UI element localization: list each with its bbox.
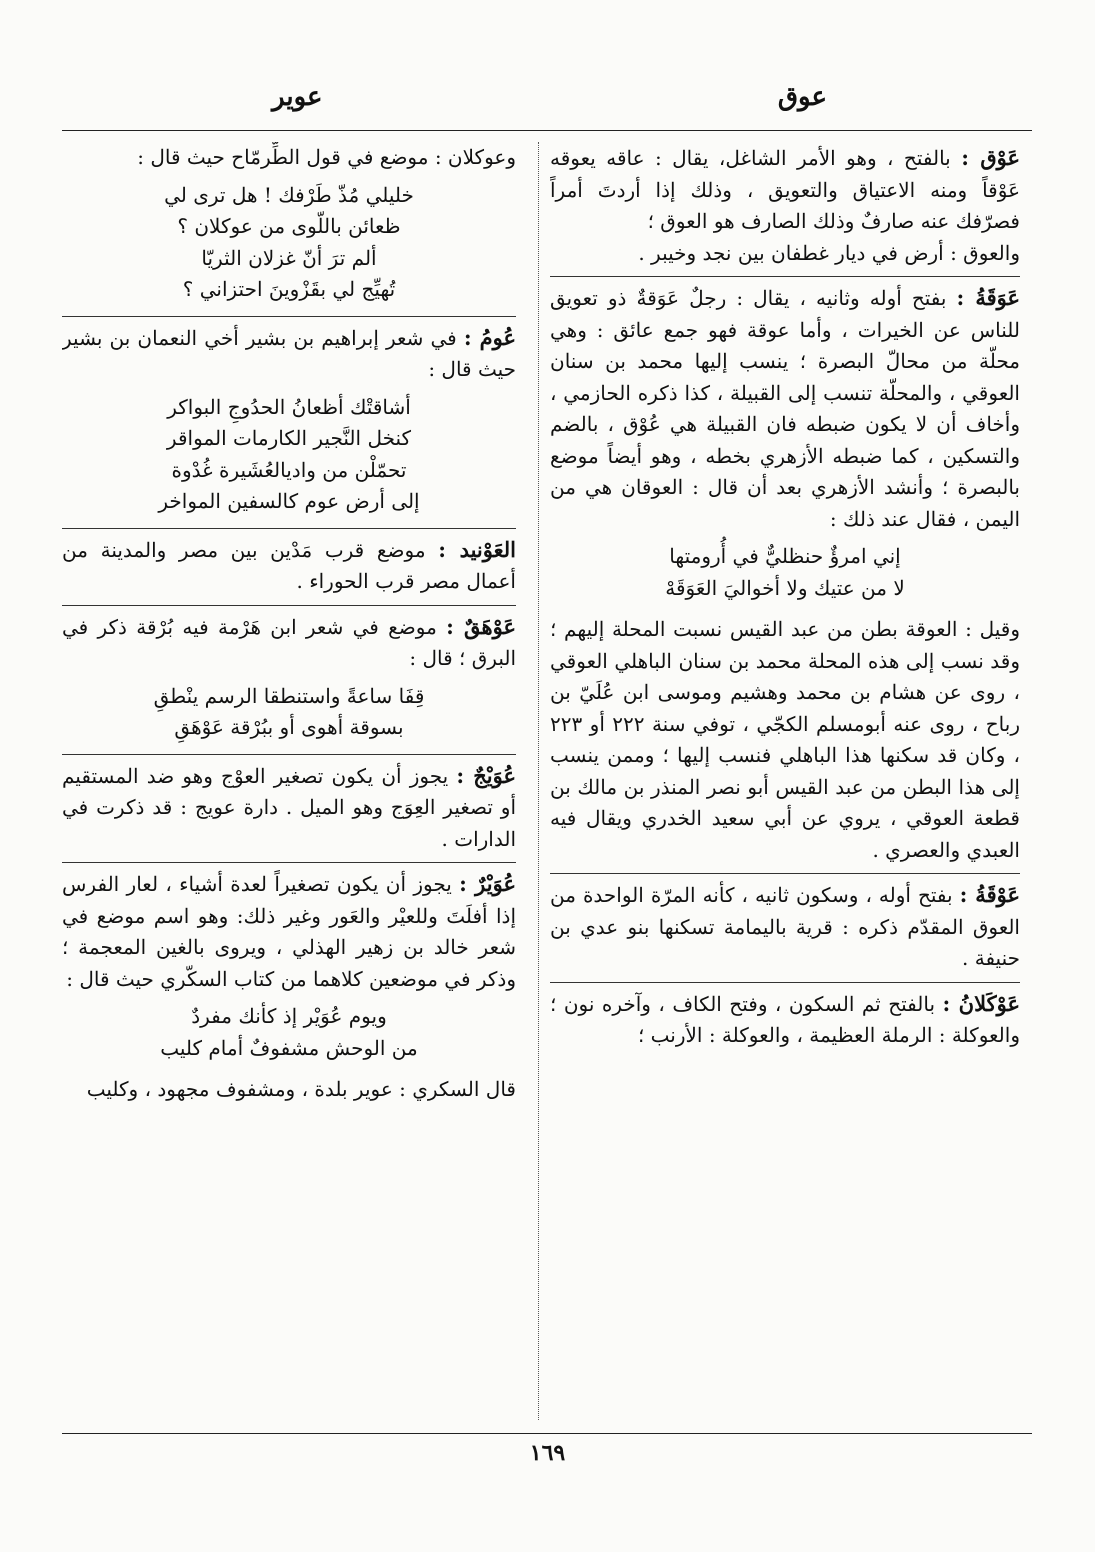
- headword: عَوَقَةُ :: [956, 285, 1020, 310]
- poem: [62, 1001, 516, 1064]
- entry-awm: [62, 316, 516, 518]
- headword: عَوْهَقٌ :: [446, 613, 516, 639]
- headword: عُوَيْجٌ :: [456, 762, 516, 788]
- poem-verse: بسوقة أهوى أو ببُرْقة عَوْهَقِ: [174, 715, 404, 739]
- column-divider: [538, 142, 539, 1420]
- entry-text: وعوكلان : موضع في قول الطِّرمّاح حيث قال :: [137, 145, 516, 169]
- left-column: [62, 142, 516, 1422]
- poem-verse: تُهيِّج لي بقَزْوينَ احتزاني ؟: [182, 277, 396, 301]
- entry-uwayj: [62, 754, 516, 856]
- poem-verse: ظعائن باللّوى من عوكلان ؟: [177, 214, 401, 238]
- poem-verse: قِفَا ساعةً واستنطقا الرسم ينْطقِ: [153, 683, 425, 708]
- poem: [550, 541, 1020, 604]
- entry-text: والعوق : أرض في ديار غطفان بين نجد وخيبر .: [638, 240, 1020, 265]
- entry-awq: [550, 142, 1020, 269]
- poem-verse: كنخل النَّجير الكارمات المواقر: [166, 426, 412, 450]
- poem-verse: إني امرؤٌ حنظليٌّ في أُرومتها: [669, 544, 901, 568]
- poem: [62, 180, 516, 306]
- header-right-title: عوق: [777, 82, 827, 112]
- headword: عُوَيْرٌ :: [459, 871, 516, 896]
- header-rule: [62, 130, 1032, 131]
- entry-text: موضع قرب مَدْين بين مصر والمدينة من أعمال مصر قرب الحوراء .: [62, 537, 516, 593]
- entry-text: بفتح أوله ، وسكون ثانيه ، كأنه المرّة الواحدة من العوق المقدّم ذكره : قرية باليمامة تسكنها بنو عدي بن حنيفة .: [550, 883, 1020, 970]
- poem: [62, 392, 516, 518]
- entry-text: يجوز أن يكون تصغير العوْج وهو ضد المستقيم أو تصغير العِوَج وهو الميل . دارة عويج : قد ذكرت في الدارات .: [62, 763, 516, 851]
- page-header: [62, 82, 1032, 122]
- entry-text: بفتح أوله وثانيه ، يقال : رجلٌ عَوَقةٌ ذو تعويق للناس عن الخيرات ، وأما عوقة فهو جمع عائق : وهي محلّة من محالّ البصرة ؛ ينسب إليها محمد بن سنان العوقي ، والمحلّة تنسب إلى القبيلة ، كذا ذكره الحازمي ، وأخاف أن لا يكون ضبطه فان القبيلة هي عُوْق ، بالضم والتسكين ، كما ضبطه الأزهري بخطه ، وهو أيضاً موضع بالبصرة ؛ وأنشد الأزهري بعد أن قال : العوقان هي من اليمن ، فقال عند ذلك :: [550, 286, 1020, 531]
- headword: عَوْكَلانُ :: [942, 990, 1020, 1016]
- header-left-title: عوير: [272, 82, 323, 112]
- poem-verse: لا من عتيك ولا أخواليَ العَوَقَهْ: [665, 575, 905, 600]
- poem-verse: إلى أرض عوم كالسفين المواخر: [158, 489, 420, 513]
- entry-text: وقيل : العوقة بطن من عبد القيس نسبت المحلة إليهم ؛ وقد نسب إلى هذه المحلة محمد بن سنان الباهلي العوقي ، روى عن هشام بن محمد وهشيم وموسى ابن عُلَيّ بن رباح ، روى عنه أبومسلم الكجّي ، توفي سنة ٢٢٢ أو ٢٢٣ ، وكان قد سكنها هذا الباهلي فنسب إليها ؛ وممن ينسب إلى هذا البطن من عبد القيس أبو نصر المنذر بن مالك بن قطعة العوقي ، يروي عن أبي سعيد الخدري ويقال فيه العبدي والعصري .: [550, 617, 1020, 862]
- entry-awkalan: [550, 982, 1020, 1052]
- right-column: [550, 142, 1020, 1422]
- poem: [62, 681, 516, 744]
- headword: عَوْق :: [961, 145, 1020, 170]
- poem-verse: أشاقتْك أظعانُ الحدُوجِ البواكر: [167, 394, 411, 419]
- headword: عُومُ :: [463, 324, 516, 350]
- poem-verse: من الوحش مشفوفٌ أمام كليب: [160, 1035, 418, 1060]
- entry-awaqa: [550, 276, 1020, 866]
- entry-awnid: [62, 528, 516, 598]
- poem-verse: تحمّلْن من واديالعُشَيرة غُدْوة: [171, 457, 407, 482]
- entry-uwayr: [62, 862, 516, 1106]
- page-number: ١٦٩: [529, 1440, 566, 1466]
- footer-rule: [62, 1433, 1032, 1434]
- entry-awhaq: [62, 605, 516, 744]
- entry-text: قال السكري : عوير بلدة ، ومشفوف مجهود ، وكليب: [86, 1077, 516, 1101]
- entry-text: بالفتح ، وهو الأمر الشاغل، يقال : عاقه يعوقه عَوْقاً ومنه الاعتياق والتعويق ، وذلك إذا أردتَ أمراً فصرّفك عنه صارفٌ وذلك الصارف هو العوق ؛: [550, 146, 1020, 233]
- poem-verse: ويوم عُوَيْر إذ كأنك مفردٌ: [191, 1004, 387, 1028]
- entry-text: موضع في شعر ابن هَرْمة فيه بُرْقة ذكر في البرق ؛ قال :: [62, 614, 516, 670]
- entry-text: يجوز أن يكون تصغيراً لعدة أشياء ، لعار الفرس إذا أفلَتَ وللعيْر والعَور وغير ذلك: وهو اسم موضع في شعر خالد بن زهير الهذلي ، ويروى بالغين المعجمة ؛ وذكر في موضعين كلاهما من كتاب السكّري حيث قال :: [62, 872, 516, 991]
- entry-text: في شعر إبراهيم بن بشير أخي النعمان بن بشير حيث قال :: [62, 325, 516, 381]
- entry-awqa: [550, 873, 1020, 975]
- entry-text: بالفتح ثم السكون ، وفتح الكاف ، وآخره نون ؛ والعوكلة : الرملة العظيمة ، والعوكلة : الأرنب ؛: [550, 991, 1020, 1047]
- headword: عَوْقَةُ :: [959, 882, 1020, 907]
- poem-verse: خليلي مُذّ طَرْفك ! هل ترى لي: [164, 182, 414, 207]
- entry-awkalan-continued: [62, 142, 516, 306]
- poem-verse: ألم ترَ أنّ غزلان الثريّا: [201, 245, 377, 270]
- headword: العَوْنيد :: [438, 536, 516, 562]
